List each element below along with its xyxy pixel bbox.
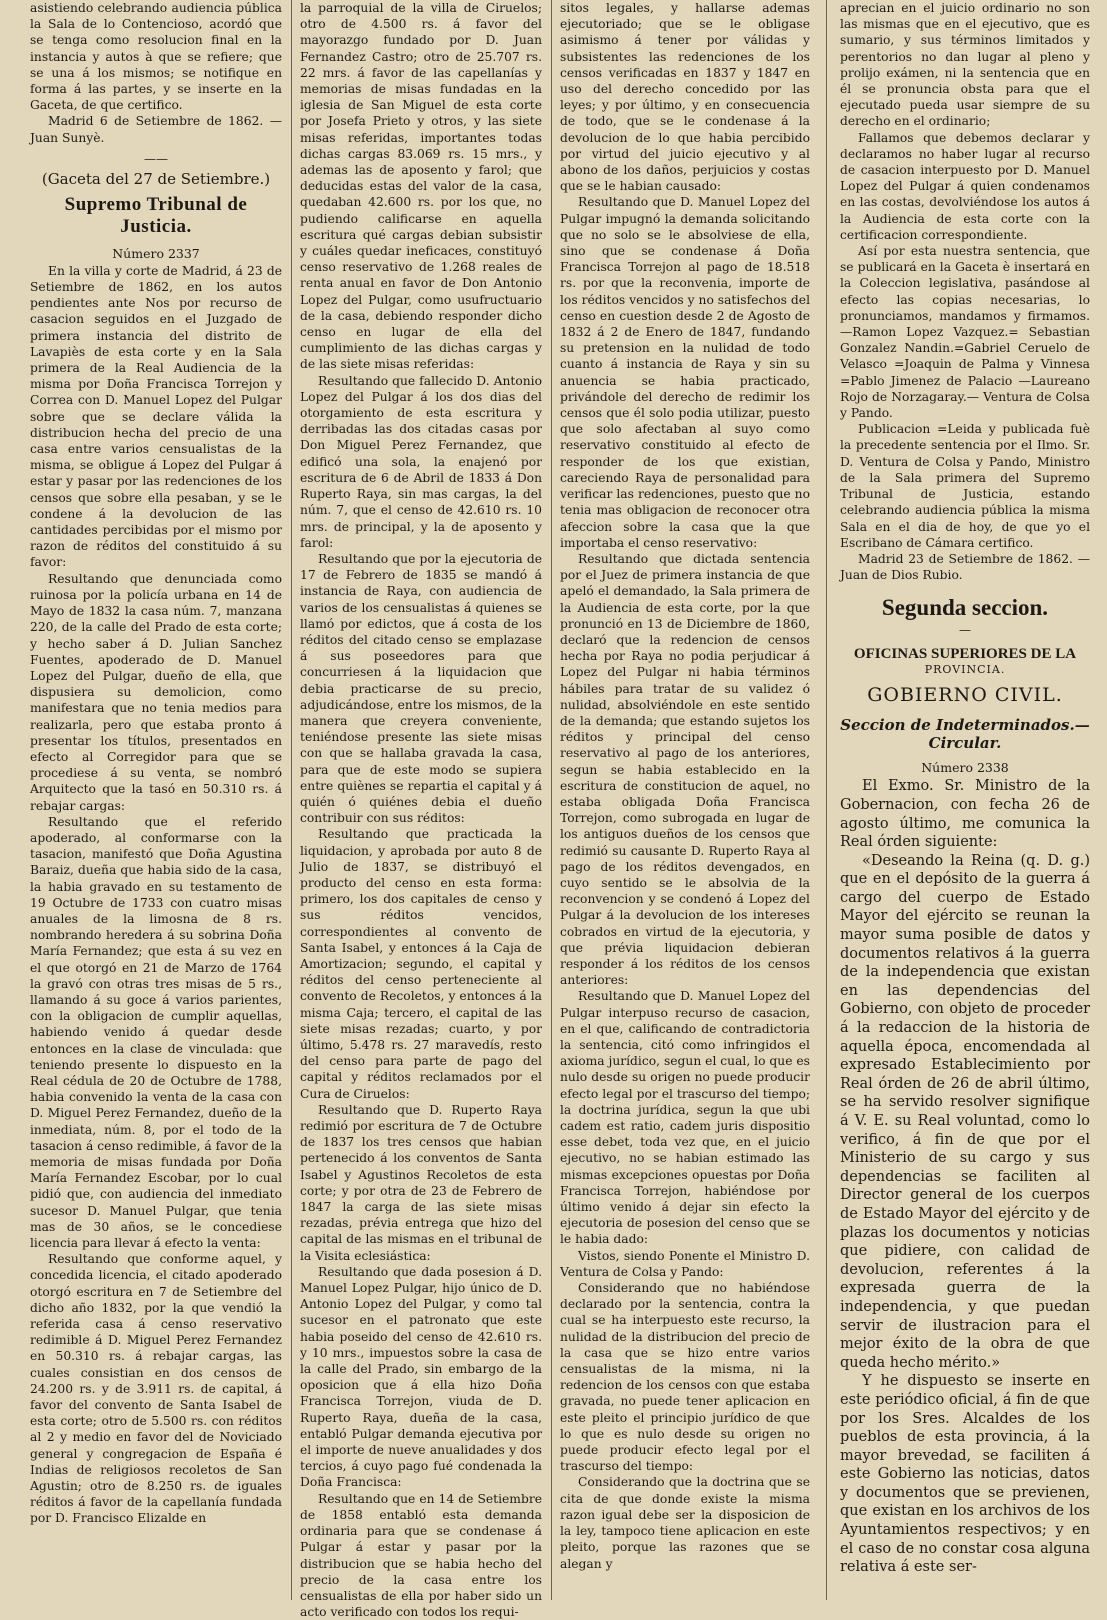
paragraph: Resultando que dictada sentencia por el Juez de primera instancia de que apeló el demandado, la Sala primera de la Audiencia de esta corte, por la que pronunció en 13 de Diciembre de 1860, declaró que la redencion de censos hecha por Raya no podia perjudicar á Lopez del Pulgar ni habia términos hábiles para tratar de su validez ó nulidad, absolviéndole en este sentido de la demanda; que estando sujetos los réditos y principal del censo reservativo al pago de los anteriores, segun se habia establecido en la escritura de constitucion de aquel, no estaba obligada Doña Francisca Torrejon, como subrogada en lugar de los antiguos dueños de los censos que redimió su causante D. Ruperto Raya al pago de los réditos devengados, en cuyo sentido se le absolvia de la reconvencion y se condenó á Lopez del Pulgar á la devolucion de los intereses cobrados en virtud de la ejecutoria, y que prévia liquidacion debieran responder á los réditos de los censos anteriores: — [560, 551, 810, 988]
paragraph: Resultando que practicada la liquidacion, y aprobada por auto 8 de Julio de 1837, se distribuyó el producto del censo en esta forma: primero, los dos capitales de censo y sus réditos vencidos, correspondientes al convento de Santa Isabel, y entonces á la Caja de Amortizacion; segundo, el capital y réditos del censo perteneciente al convento de Recoletos, y entonces á la misma Caja; tercero, el capital de las siete misas rezadas; cuarto, y por último, 5.478 rs. 27 maravedís, resto del censo para parte de pago del capital y réditos reclamados por el Cura de Ciruelos: — [300, 827, 542, 1101]
separator: — — [959, 623, 971, 638]
paragraph: Resultando que D. Manuel Lopez del Pulgar impugnó la demanda solicitando que no solo se le absolviese de ella, sino que se condenase á Doña Francisca Torrejon al pago de 18.518 rs. por que la reconvenia, importe de los réditos vencidos y no satisfechos del censo en cuestion desde 2 de Agosto de 1832 á 2 de Enero de 1847, fundando su pretension en la nulidad de todo cuanto á instancia de Raya y sin su anuencia se habia practicado, privándole del derecho de redimir los censos que él solo podia utilizar, puesto que solo afectaban al suyo como reservativo constituido al efecto de responder de los que existian, careciendo Raya de personalidad para verificar las redenciones, puesto que no tenia mas obligacion de reconocer otra afeccion sobre la casa que la que importaba el censo reservativo: — [560, 195, 810, 550]
subsection-heading: Seccion de Indeterminados.—Circular. — [840, 716, 1090, 753]
paragraph: Resultando que D. Manuel Lopez del Pulgar interpuso recurso de casacion, en el que, calificando de contradictoria la sentencia, citó como infringidos el axioma jurídico, segun el cual, lo que es nulo desde su origen no puede producir efecto legal por el trascurso del tiempo; la doctrina jurídica, segun la que ubi cadem est ratio, cadem juris dispositio esse debet, toda vez que, en el juicio ejecutivo, no se habian estimado las mismas excepciones opuestas por Doña Francisca Torrejon, habiéndose por último venido á dejar sin efecto la ejecutoria de posesion del censo que se le habia dado: — [560, 989, 810, 1247]
paragraph: Resultando que por la ejecutoria de 17 de Febrero de 1835 se mandó á instancia de Raya, con audiencia de varios de los censualistas á quienes se llamó por edictos, que á costa de los réditos del citado censo se emplazase á sus poseedores para que concurriesen á la liquidacion que debia practicarse de su precio, adjudicándose, entre los mismos, de la manera que creyera conveniente, teniéndose presente las siete misas con que se hallaba gravada la casa, para que de este modo se supiera entre quiènes se repartia el capital y á quién ó quiénes debia el dueño contribuir con sus réditos: — [300, 551, 542, 826]
gaceta-reference: (Gaceta del 27 de Setiembre.) — [41, 169, 271, 188]
column-divider — [551, 0, 552, 1600]
paragraph: Y he dispuesto se inserte en este periódico oficial, á fin de que por los Sres. Alcaldes de los pueblos de esta provincia, á la mayor brevedad, se faciliten á este Gobierno las noticias, datos y documentos que se previenen, que existan en los archivos de los Ayuntamientos respectivos; y en el caso de no constar cosa alguna relativa á este ser- — [840, 1373, 1090, 1576]
numero: Número 2338 — [921, 760, 1009, 776]
court-title: Supremo Tribunal de Justicia. — [64, 193, 248, 237]
paragraph: Resultando que fallecido D. Antonio Lopez del Pulgar á los dos dias del otorgamiento de esta escritura y derribadas las dos citadas casas por Don Miguel Perez Fernandez, que edificó una sola, la enajenó por escritura de 6 de Abril de 1833 á Don Ruperto Raya, sin mas cargas, la del núm. 7, que el censo de 42.610 rs. 10 mrs. de principal, y la de aposento y farol: — [300, 373, 542, 550]
gobierno-heading: GOBIERNO CIVIL. — [867, 684, 1063, 707]
column-4 — [840, 0, 1090, 1600]
column-2 — [300, 0, 542, 1620]
paragraph: Vistos, siendo Ponente el Ministro D. Ventura de Colsa y Pando: — [560, 1248, 810, 1279]
section-heading: Segunda seccion. — [881, 595, 1049, 621]
paragraph: Resultando que el referido apoderado, al conformarse con la tasacion, manifestó que Doña Agustina Baraiz, dueña que habia sido de la casa, la habia gravado en su testamento de 19 Octubre de 1733 con cuatro misas anuales de la limosna de 8 rs. nombrando heredera á su sobrina Doña María Fernandez; que esta á su vez en el que otorgó en 21 de Marzo de 1764 la gravó con otras tres misas de 5 rs., llamando á su goce á varios parientes, con la obligacion de cumplir aquellas, habiendo venido á quedar desde entonces en la clase de vinculada: que teniendo presente lo dispuesto en la Real cédula de 20 de Octubre de 1788, habia convenido la venta de la casa con D. Miguel Perez Fernandez, dueño de la inmediata, núm. 8, por el todo de la tasacion á censo redimible, á favor de la memoria de misas fundada por Doña María Fernandez Escobar, por lo cual pidió que, con audiencia del inmediato sucesor D. Manuel Pulgar, que tenia mas de 30 años, se le concediese licencia para llevar á efecto la venta: — [30, 814, 282, 1251]
paragraph: Así por esta nuestra sentencia, que se publicará en la Gaceta è insertará en la Coleccion legislativa, pasándose al efecto las copias necesarias, lo pronunciamos, mandamos y firmamos.—Ramon Lopez Vazquez.= Sebastian Gonzalez Nandin.=Gabriel Ceruelo de Velasco =Joaquin de Palma y Vinnesa =Pablo Jimenez de Palacio —Laureano Rojo de Norzagaray.— Ventura de Colsa y Pando. — [840, 244, 1090, 421]
paragraph: Resultando que conforme aquel, y concedida licencia, el citado apoderado otorgó escritura en 7 de Setiembre del dicho año 1832, por la que vendió la referida casa á censo reservativo redimible á D. Miguel Perez Fernandez en 50.310 rs. á rebajar cargas, las cuales consistian en dos censos de 24.200 rs. y de 3.911 rs. de capital, á favor del convento de Santa Isabel de esta corte; otro de 5.500 rs. con réditos al 2 y medio en favor del de Noviciado general y congregacion de España é Indias de religiosos recoletos de San Agustin; otro de 8.250 rs. de iguales réditos á favor de la capellanía fundada por D. Francisco Elizalde en — [30, 1252, 282, 1526]
paragraph: sitos legales, y hallarse ademas ejecutoriado; que se le obligase asimismo á tener por válidas y subsistentes las redenciones de los censos verificadas en 1837 y 1847 en uso del derecho concedido por las leyes; y por último, y en consecuencia de todo, que se le condenase á la devolucion de lo que habia percibido por virtud del juicio ejecutivo y al abono de los daños, perjuicios y costas que se le habian causado: — [560, 1, 810, 194]
paragraph: En la villa y corte de Madrid, á 23 de Setiembre de 1862, en los autos pendientes ante Nos por recurso de casacion seguidos en el Juzgado de primera instancia del distrito de Lavapiès de esta corte y en la Sala primera de la Real Audiencia de la misma por Doña Francisca Torrejon y Correa con D. Manuel Lopez del Pulgar sobre que se declare válida la distribucion hecha del precio de una casa entre varios censualistas de la misma, se obligue á Lopez del Pulgar á estar y pasar por las redenciones de los censos que sobre ella pesaban, y se le condene á la devolucion de las cantidades percibidas por el mismo por razon de réditos del constituido á su favor: — [30, 263, 282, 570]
paragraph: Publicacion =Leida y publicada fuè la precedente sentencia por el Ilmo. Sr. D. Ventura de Colsa y Pando, Ministro de la Sala primera del Supremo Tribunal de Justicia, estando celebrando audiencia pública la misma Sala en el dia de hoy, de que yo el Escribano de Cámara certifico. — [840, 422, 1090, 550]
paragraph: El Exmo. Sr. Ministro de la Gobernacion, con fecha 26 de agosto último, me comunica la Real órden siguiente: — [840, 778, 1090, 851]
paragraph: Resultando que en 14 de Setiembre de 1858 entabló esta demanda ordinaria para que se condenase á Pulgar á estar y pasar por la distribucion que se habia hecho del precio de la casa entre los censualistas de ella por haber sido un acto verificado con todos los requi- — [300, 1491, 542, 1620]
paragraph: la parroquial de la villa de Ciruelos; otro de 4.500 rs. á favor del mayorazgo fundado por D. Juan Fernandez Castro; otro de 25.707 rs. 22 mrs. á favor de las capellanías y memorias de misas fundadas en la iglesia de San Miguel de esta corte por Josefa Prieto y otros, y las siete misas referidas, importantes todas dichas cargas 83.069 rs. 15 mrs., y ademas las de aposento y farol; que deducidas estas del valor de la casa, quedaban 42.600 rs. por los que, no pudiendo calificarse en aquella escritura qué cargas debian subsistir y cuáles quedar ineficaces, constituyó censo reservativo de 1.268 reales de renta anual en favor de Don Antonio Lopez del Pulgar, como usufructuario de la casa, debiendo responder dicho censo en lugar de ella del cumplimiento de las dichas cargas y de las siete misas referidas: — [300, 1, 542, 372]
paragraph: Resultando que D. Ruperto Raya redimió por escritura de 7 de Octubre de 1837 los tres censos que habian pertenecido á los conventos de Santa Isabel y Agustinos Recoletos de esta corte; y por otra de 23 de Febrero de 1847 la carga de las siete misas rezadas, prévia entrega que hizo del capital de las mismas en el tribunal de la Visita eclesiástica: — [300, 1102, 542, 1263]
office-heading: OFICINAS SUPERIORES DE LA — [853, 646, 1077, 663]
paragraph: Considerando que no habiéndose declarado por la sentencia, contra la cual se ha interpuesto este recurso, la nulidad de la distribucion del precio de la casa que se hizo entre varios censualistas de la misma, ni la redencion de los censos con que estaba gravada, no puede tener aplicacion en este pleito el principio jurídico de que lo que es nulo desde su origen no puede producir efecto legal por el trascurso del tiempo: — [560, 1281, 810, 1474]
date-line: Madrid 6 de Setiembre de 1862. —Juan Sunyè. — [30, 114, 282, 145]
column-3 — [560, 0, 810, 1600]
paragraph: Fallamos que debemos declarar y declaramos no haber lugar al recurso de casacion interpuesto por D. Manuel Lopez del Pulgar á quien condenamos en las costas, devolviéndose los autos á la Audiencia de esta corte con la certificacion correspondiente. — [840, 130, 1090, 242]
paragraph: Considerando que la doctrina que se cita de que donde existe la misma razon igual debe ser la disposicion de la ley, tampoco tiene aplicacion en este pleito, porque las razones que se alegan y — [560, 1475, 810, 1571]
paragraph: asistiendo celebrando audiencia pública la Sala de lo Contencioso, acordó que se tenga como resolucion final en la instancia y autos à que se refiere; que se una á los mismos; se notifique en forma á las partes, y se inserte en la Gaceta, de que certifico. — [30, 1, 282, 113]
separator: —— — [144, 151, 168, 166]
paragraph: «Deseando la Reina (q. D. g.) que en el depósito de la guerra á cargo del cuerpo de Estado Mayor del ejército se reunan la mayor suma posible de datos y documentos relativos á la guerra de la independencia que existan en las dependencias del Gobierno, con objeto de proceder á la redaccion de la historia de aquella época, encomendada al expresado Establecimiento por Real órden de 26 de abril último, se ha servido resolver signifique á V. E. su Real voluntad, como lo verifico, á fin de que por el Ministerio de su cargo y sus dependencias se faciliten al Director general de los cuerpos de Estado Mayor del ejército y de plazas los documentos y noticias que pidiere, con calidad de devolucion, referentes á la expresada guerra de la independencia, y que puedan servir de ilustracion para el mejor éxito de la obra de que queda hecho mérito.» — [840, 852, 1090, 1371]
column-divider — [291, 0, 292, 1600]
date-line: Madrid 23 de Setiembre de 1862. —Juan de Dios Rubio. — [840, 551, 1090, 583]
column-divider — [826, 0, 827, 1600]
paragraph: aprecian en el juicio ordinario no son las mismas que en el ejecutivo, que es sumario, y sus términos limitados y perentorios no dan lugar al pleno y prolijo exámen, ni la sentencia que en él se pronuncia obsta para que el ejecutado pueda usar siempre de su derecho en el ordinario; — [840, 1, 1090, 129]
paragraph: Resultando que dada posesion á D. Manuel Lopez Pulgar, hijo único de D. Antonio Lopez del Pulgar, y como tal sucesor en el patronato que este habia poseido del censo de 42.610 rs. y 10 mrs., impuestos sobre la casa de la calle del Prado, sin embargo de la oposicion que á ella hizo Doña Francisca Torrejon, viuda de D. Ruperto Raya, dueña de la casa, entabló Pulgar demanda ejecutiva por el importe de nueve anualidades y dos tercios, á cuyo pago fué condenada la Doña Francisca: — [300, 1264, 542, 1490]
paragraph: Resultando que denunciada como ruinosa por la policía urbana en 14 de Mayo de 1832 la casa núm. 7, manzana 220, de la calle del Prado de esta corte; y hecho saber á D. Julian Sanchez Fuentes, apoderado de D. Manuel Lopez del Pulgar, dueño de ella, que dispusiera su demolicion, como manifestara que no tenia medios para realizarla, pero que estaba pronto á presentar los títulos, presentados en efecto al Corregidor para que se procediese á su venta, se nombró Arquitecto que la tasó en 50.310 rs. á rebajar cargas: — [30, 571, 282, 813]
numero: Número 2337 — [112, 245, 200, 261]
column-1 — [30, 0, 282, 1600]
province-heading: PROVINCIA. — [924, 663, 1006, 677]
